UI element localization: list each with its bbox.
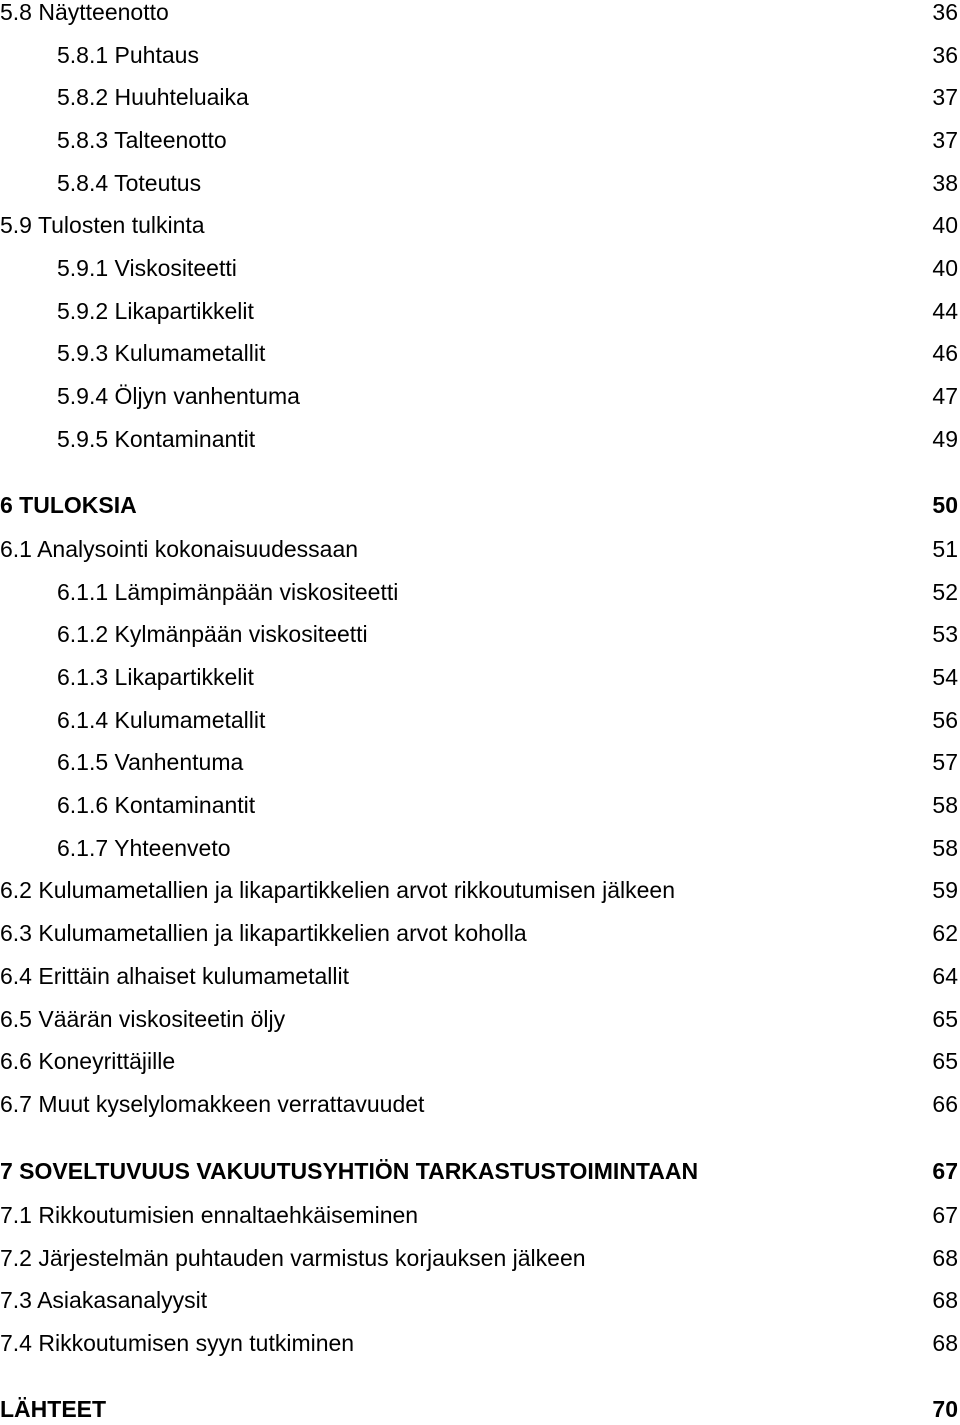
toc-entry-6-1-3 bbox=[0, 661, 960, 693]
toc-entry-5-9-1 bbox=[0, 252, 960, 284]
entry-label: 5.9.3 Kulumametallit bbox=[57, 340, 266, 366]
entry-page-number: 66 bbox=[932, 1091, 958, 1117]
entry-page-number: 67 bbox=[932, 1202, 958, 1228]
toc-entry-6-1-4 bbox=[0, 704, 960, 736]
toc-entry-5-8 bbox=[0, 0, 960, 28]
entry-label: 6.1.7 Yhteenveto bbox=[57, 835, 231, 861]
toc-entry-5-8-2 bbox=[0, 81, 960, 113]
toc-entry-7-4 bbox=[0, 1327, 960, 1359]
entry-label: 7 SOVELTUVUUS VAKUUTUSYHTIÖN TARKASTUSTOIMINTAAN bbox=[0, 1158, 699, 1184]
entry-page-number: 37 bbox=[932, 84, 958, 110]
entry-label: 6.1 Analysointi kokonaisuudessaan bbox=[0, 536, 359, 562]
toc-entry-7-1 bbox=[0, 1199, 960, 1231]
entry-page-number: 46 bbox=[932, 340, 958, 366]
entry-label: 6.1.1 Lämpimänpään viskositeetti bbox=[57, 579, 399, 605]
toc-entry-5-8-4 bbox=[0, 167, 960, 199]
toc-entry-6-3 bbox=[0, 917, 960, 949]
entry-page-number: 59 bbox=[932, 877, 958, 903]
toc-entry-6-1 bbox=[0, 533, 960, 565]
entry-page-number: 40 bbox=[932, 255, 958, 281]
entry-page-number: 36 bbox=[932, 0, 958, 25]
entry-label: 6.1.6 Kontaminantit bbox=[57, 792, 256, 818]
entry-label: 5.8.1 Puhtaus bbox=[57, 42, 199, 68]
toc-entry-6-6 bbox=[0, 1045, 960, 1077]
entry-page-number: 67 bbox=[932, 1158, 958, 1184]
entry-label: 5.8.2 Huuhteluaika bbox=[57, 84, 249, 110]
toc-entry-6-1-6 bbox=[0, 789, 960, 821]
entry-page-number: 50 bbox=[932, 492, 958, 518]
entry-label: 5.9.4 Öljyn vanhentuma bbox=[57, 383, 300, 409]
entry-label: 7.4 Rikkoutumisen syyn tutkiminen bbox=[0, 1330, 355, 1356]
entry-label: 5.9 Tulosten tulkinta bbox=[0, 212, 205, 238]
entry-label: 6 TULOKSIA bbox=[0, 492, 137, 518]
entry-page-number: 37 bbox=[932, 127, 958, 153]
entry-label: 5.8.4 Toteutus bbox=[57, 170, 202, 196]
entry-label: LÄHTEET bbox=[0, 1396, 107, 1422]
entry-label: 6.1.5 Vanhentuma bbox=[57, 749, 244, 775]
entry-label: 6.6 Koneyrittäjille bbox=[0, 1048, 176, 1074]
entry-page-number: 68 bbox=[932, 1330, 958, 1356]
toc-entry-5-8-1 bbox=[0, 39, 960, 71]
entry-page-number: 62 bbox=[932, 920, 958, 946]
toc-entry-5-9-4 bbox=[0, 380, 960, 412]
toc-entry-6-2 bbox=[0, 874, 960, 906]
entry-page-number: 36 bbox=[932, 42, 958, 68]
toc-chapter-7 bbox=[0, 1155, 960, 1187]
entry-page-number: 47 bbox=[932, 383, 958, 409]
entry-label: 6.4 Erittäin alhaiset kulumametallit bbox=[0, 963, 349, 989]
toc-entry-7-3 bbox=[0, 1284, 960, 1316]
entry-label: 6.7 Muut kyselylomakkeen verrattavuudet bbox=[0, 1091, 425, 1117]
entry-label: 6.1.3 Likapartikkelit bbox=[57, 664, 254, 690]
toc-entry-5-9-3 bbox=[0, 337, 960, 369]
toc-entry-6-7 bbox=[0, 1088, 960, 1120]
entry-page-number: 65 bbox=[932, 1006, 958, 1032]
toc-entry-6-1-2 bbox=[0, 618, 960, 650]
entry-label: 7.3 Asiakasanalyysit bbox=[0, 1287, 208, 1313]
entry-page-number: 52 bbox=[932, 579, 958, 605]
entry-page-number: 49 bbox=[932, 426, 958, 452]
entry-label: 5.9.2 Likapartikkelit bbox=[57, 298, 254, 324]
toc-references bbox=[0, 1393, 960, 1425]
entry-page-number: 58 bbox=[932, 835, 958, 861]
entry-page-number: 56 bbox=[932, 707, 958, 733]
toc-entry-6-1-7 bbox=[0, 832, 960, 864]
entry-page-number: 65 bbox=[932, 1048, 958, 1074]
entry-page-number: 70 bbox=[932, 1396, 958, 1422]
toc-chapter-6 bbox=[0, 489, 960, 521]
entry-page-number: 64 bbox=[932, 963, 958, 989]
entry-label: 5.8.3 Talteenotto bbox=[57, 127, 227, 153]
entry-label: 7.2 Järjestelmän puhtauden varmistus korjauksen jälkeen bbox=[0, 1245, 586, 1271]
entry-label: 6.1.4 Kulumametallit bbox=[57, 707, 266, 733]
entry-page-number: 54 bbox=[932, 664, 958, 690]
entry-page-number: 68 bbox=[932, 1245, 958, 1271]
entry-page-number: 57 bbox=[932, 749, 958, 775]
entry-page-number: 38 bbox=[932, 170, 958, 196]
entry-label: 5.8 Näytteenotto bbox=[0, 0, 169, 25]
entry-label: 6.2 Kulumametallien ja likapartikkelien arvot rikkoutumisen jälkeen bbox=[0, 877, 675, 903]
toc-entry-6-1-5 bbox=[0, 746, 960, 778]
entry-label: 5.9.5 Kontaminantit bbox=[57, 426, 256, 452]
toc-entry-5-9 bbox=[0, 209, 960, 241]
toc-entry-7-2 bbox=[0, 1242, 960, 1274]
entry-page-number: 44 bbox=[932, 298, 958, 324]
toc-entry-5-9-2 bbox=[0, 295, 960, 327]
toc-entry-5-9-5 bbox=[0, 423, 960, 455]
entry-label: 6.1.2 Kylmänpään viskositeetti bbox=[57, 621, 368, 647]
toc-entry-5-8-3 bbox=[0, 124, 960, 156]
toc-entry-6-5 bbox=[0, 1003, 960, 1035]
entry-label: 5.9.1 Viskositeetti bbox=[57, 255, 237, 281]
entry-page-number: 40 bbox=[932, 212, 958, 238]
entry-label: 7.1 Rikkoutumisien ennaltaehkäiseminen bbox=[0, 1202, 419, 1228]
entry-page-number: 58 bbox=[932, 792, 958, 818]
toc-entry-6-1-1 bbox=[0, 576, 960, 608]
entry-label: 6.3 Kulumametallien ja likapartikkelien arvot koholla bbox=[0, 920, 527, 946]
entry-page-number: 68 bbox=[932, 1287, 958, 1313]
entry-page-number: 51 bbox=[932, 536, 958, 562]
entry-label: 6.5 Väärän viskositeetin öljy bbox=[0, 1006, 286, 1032]
entry-page-number: 53 bbox=[932, 621, 958, 647]
toc-entry-6-4 bbox=[0, 960, 960, 992]
